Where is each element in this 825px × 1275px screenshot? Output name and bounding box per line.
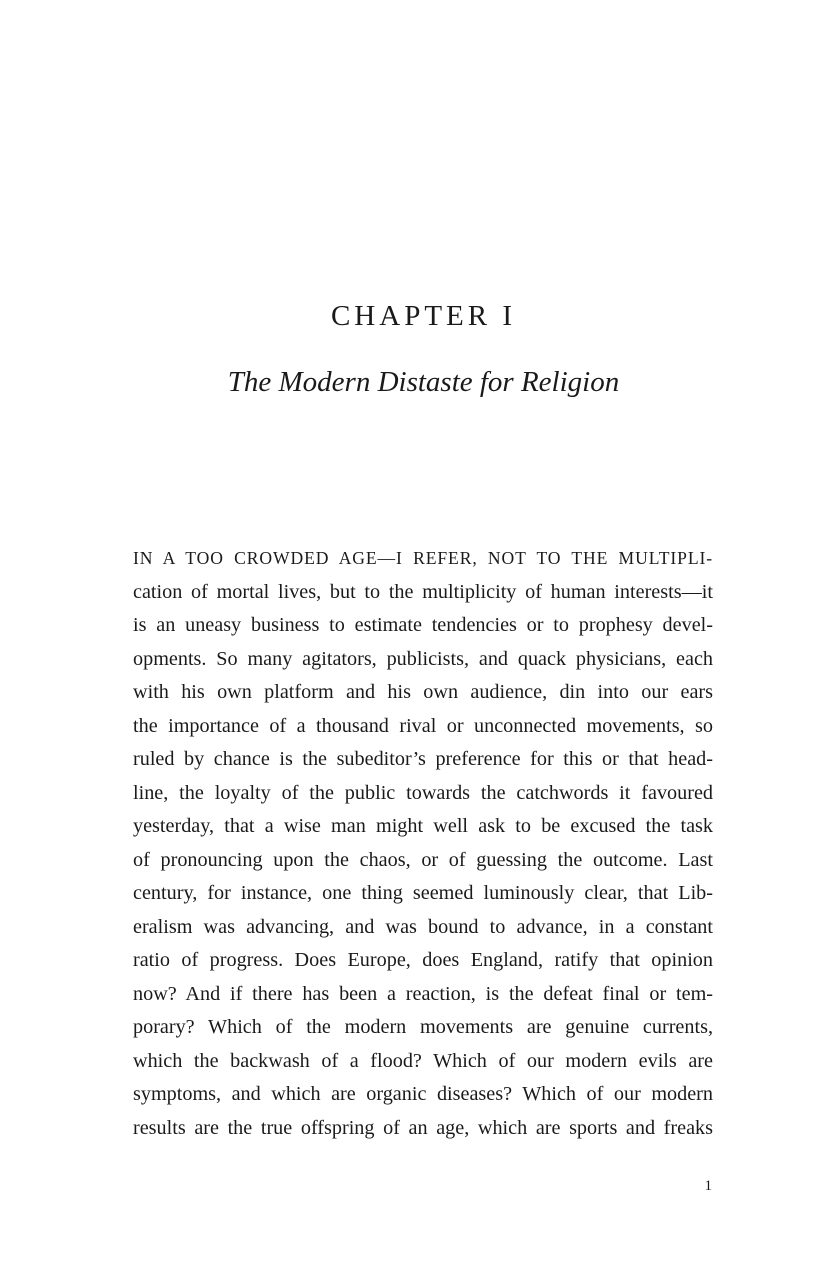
page-number: 1: [704, 1178, 712, 1194]
chapter-heading: CHAPTER I: [330, 300, 517, 332]
text-line: ruled by chance is the subeditor’s preference for this or that head-: [133, 748, 713, 770]
chapter-title: The Modern Distaste for Religion: [227, 366, 620, 398]
text-line: century, for instance, one thing seemed luminously clear, that Lib-: [133, 882, 713, 904]
text-line: line, the loyalty of the public towards the catchwords it favoured: [133, 781, 713, 804]
text-line: is an uneasy business to estimate tendencies or to prophesy devel-: [133, 614, 713, 636]
text-line: which the backwash of a flood? Which of our modern evils are: [133, 1049, 713, 1072]
text-line: opments. So many agitators, publicists, and quack physicians, each: [133, 647, 713, 670]
text-line: eralism was advancing, and was bound to advance, in a constant: [133, 915, 713, 938]
text-line: results are the true offspring of an age, which are sports and freaks: [133, 1116, 713, 1139]
body-paragraph: [133, 542, 713, 1145]
text-line: yesterday, that a wise man might well ask to be excused the task: [133, 815, 713, 837]
text-line: symptoms, and which are organic diseases? Which of our modern: [133, 1083, 713, 1105]
text-line: with his own platform and his own audience, din into our ears: [133, 681, 713, 703]
text-line: ratio of progress. Does Europe, does England, ratify that opinion: [133, 949, 713, 971]
text-line: now? And if there has been a reaction, is the defeat final or tem-: [133, 982, 713, 1005]
text-line: porary? Which of the modern movements are genuine currents,: [133, 1016, 713, 1038]
text-line: IN A TOO CROWDED AGE—I REFER, NOT TO THE MULTIPLI-: [133, 548, 713, 568]
text-line: of pronouncing upon the chaos, or of guessing the outcome. Last: [133, 848, 713, 871]
text-line: cation of mortal lives, but to the multiplicity of human interests—it: [133, 580, 713, 603]
text-line: the importance of a thousand rival or unconnected movements, so: [133, 714, 713, 737]
